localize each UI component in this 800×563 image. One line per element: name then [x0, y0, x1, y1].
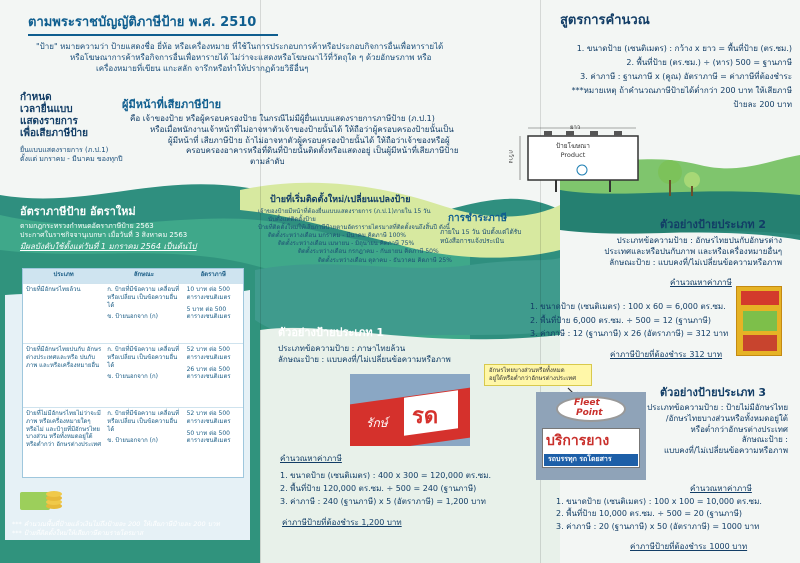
desc-a: ก. ป้ายที่มีข้อความ เคลื่อนที่ หรือเปลี่ยน เป็นข้อความอื่นได้ — [107, 410, 180, 433]
ex3-sign-sub-text: รถบรรทุก รถโดยสาร — [548, 455, 612, 463]
rate-effective: มีผลบังคับใช้ตั้งแต่วันที่ 1 มกราคม 2564 เป็นต้นไป — [20, 242, 197, 251]
fold-line-1 — [260, 0, 261, 563]
payment-line-1: ภายใน 15 วัน นับตั้งแต่ได้รับ — [440, 228, 522, 236]
ex2-calc-line-1: 1. ขนาดป้าย (เซนติเมตร) : 100 x 60 = 6,000 ตร.ซม. — [530, 302, 726, 311]
billboard-label — [556, 142, 590, 160]
ex3-heading: ตัวอย่างป้ายประเภท 3 — [660, 386, 767, 399]
new-sign-heading: ป้ายที่เริ่มติดตั้งใหม่/เปลี่ยนแปลงป้าย — [270, 195, 411, 205]
ex3-calc-heading: คำนวณหาค่าภาษี — [690, 484, 752, 493]
payment-text — [440, 228, 521, 246]
ex1-calc-line-2: 2. พื้นที่ป้าย 120,000 ตร.ซม. ÷ 500 = 240 (ฐานภาษี) — [280, 483, 477, 493]
table-header — [23, 269, 243, 283]
ex2-sign-banner — [741, 291, 779, 305]
new-sign-line-1: เจ้าของป้ายมีหน้าที่ต้องยื่นแบบแสดงรายการ (ภ.ป.1)ภายใน 15 วัน — [258, 208, 431, 215]
billboard-length-label: ยาว — [570, 124, 581, 131]
desc-b: ข. ป้ายนอกจาก (ก) — [107, 373, 158, 381]
ex3-line-3: หรือต่ำกว่าอักษรต่างประเทศ — [690, 424, 788, 434]
payer-text — [130, 114, 530, 168]
ex3-line-2: /อักษรไทยบางส่วนหรือทั้งหมดอยู่ใต้ — [665, 413, 788, 423]
payer-line-5: ตามลำดับ — [250, 157, 285, 167]
new-sign-line-3: ป้ายที่ติดตั้งใหม่ให้เสียภาษีป้ายตามอัตรารายไตรมาสที่ติดตั้งจนถึงสิ้นปี ดังนี้ — [258, 224, 450, 232]
ex2-line-3: ลักษณะป้าย : แบบคงที่/ไม่เปลี่ยนข้อความหรือภาพ — [609, 257, 782, 267]
footnotes — [12, 520, 220, 538]
formula-lines — [510, 42, 792, 112]
rate-a: 10 บาท ต่อ 500 ตารางเซนติเมตร — [186, 286, 231, 301]
rate-a: 52 บาท ต่อ 500 ตารางเซนติเมตร — [186, 346, 231, 361]
billboard-width-label: กว้าง — [507, 150, 515, 164]
payer-line-3: ผู้มีหน้าที่ เสียภาษีป้าย ถ้าไม่อาจหาตัวผู้ครอบครองป้ายนั้นได้ ให้ถือว่าเจ้าของหรือผู้ — [168, 135, 450, 145]
table-cell-rate — [184, 408, 243, 477]
deadline-heading — [20, 92, 88, 140]
table-cell-rate — [184, 284, 243, 343]
formula-line-3: 3. ค่าภาษี : ฐานภาษี x (คูณ) อัตราภาษี = ค่าภาษีที่ต้องชำระ — [580, 72, 792, 81]
ex1-heading: ตัวอย่างป้ายประเภท 1 — [278, 326, 385, 339]
table-cell-type: ป้ายที่ไม่มีอักษรไทยไม่ว่าจะมีภาพ หรือเครื่องหมายใดๆ หรือไม่ และป้ายที่มีอักษรไทยบางส่วน หรือทั้งหมดอยู่ใต้หรือต่ำกว่า อักษรต่างประเทศ — [26, 410, 102, 449]
act-title: ตามพระราชบัญญัติภาษีป้าย พ.ศ. 2510 — [28, 15, 257, 30]
deadline-heading-line-4: เพื่อเสียภาษีป้าย — [20, 128, 89, 139]
rate-table — [22, 268, 244, 478]
ex1-calc-heading: คำนวณหาค่าภาษี — [280, 454, 342, 463]
ex2-sign-pic2 — [743, 335, 777, 351]
ex2-calc-heading: คำนวณหาค่าภาษี — [670, 278, 732, 287]
footnote-1: *** คำนวณพื้นที่ป้ายแล้วเงินไม่ถึงป้ายละ 200 ให้เสียภาษีป้ายละ 200 บาท — [12, 520, 220, 528]
table-header-desc: ลักษณะ — [133, 271, 154, 278]
new-sign-line-2: นับตั้งแต่ติดตั้งป้าย — [268, 216, 316, 224]
ex2-sign-photo — [736, 286, 782, 356]
rate-b: 5 บาท ต่อ 500 ตารางเซนติเมตร — [186, 305, 231, 321]
ex1-sign-script: รักษ์ — [366, 416, 388, 430]
ex1-sign-photo — [350, 374, 470, 446]
ex3-note-line-1: อักษรไทยบางส่วนหรือทั้งหมด — [489, 367, 565, 374]
desc-b: ข. ป้ายนอกจาก (ก) — [107, 313, 158, 321]
rate-b: 26 บาท ต่อ 500 ตารางเซนติเมตร — [186, 365, 231, 381]
ex3-line-5: แบบคงที่/ไม่เปลี่ยนข้อความหรือภาพ — [663, 446, 788, 456]
formula-line-1: 1. ขนาดป้าย (เซนติเมตร) : กว้าง x ยาว = พื้นที่ป้าย (ตร.ซม.) — [576, 44, 792, 53]
ex2-calc-line-2: 2. พื้นที่ป้าย 6,000 ตร.ซม. ÷ 500 = 12 (ฐานภาษี) — [530, 315, 711, 325]
table-cell-type: ป้ายที่มีอักษรไทยปนกับ อักษรต่างประเทศและหรือ ปนกับภาพ และหรือเครื่องหมายอื่น — [26, 346, 102, 369]
new-sign-line-7: ติดตั้งระหว่างเดือน ตุลาคม - ธันวาคม คิดภาษี 25% — [318, 256, 452, 264]
deadline-sub-line-2: ตั้งแต่ มกราคม - มีนาคม ของทุกปี — [20, 155, 123, 164]
definition-text — [36, 42, 506, 74]
rate-text-line-2: ประกาศในราชกิจจานุเบกษา เมื่อวันที่ 3 สิงหาคม 2563 — [20, 231, 188, 240]
ex1-desc — [278, 344, 451, 366]
payment-heading: การชำระภาษี — [448, 213, 507, 224]
ex3-calc-line-1: 1. ขนาดป้าย (เซนติเมตร) : 100 x 100 = 10,000 ตร.ซม. — [556, 497, 762, 506]
table-row — [23, 283, 243, 343]
ex1-total: ค่าภาษีป้ายที่ต้องชำระ 1,200 บาท — [282, 518, 402, 527]
rate-a: 52 บาท ต่อ 500 ตารางเซนติเมตร — [186, 410, 231, 425]
formula-line-5: ป้ายละ 200 บาท — [733, 100, 792, 109]
table-cell-desc — [104, 284, 183, 343]
coin-stack-icon — [18, 478, 64, 514]
payer-line-2: หรือเมื่อพนักงานเจ้าหน้าที่ไม่อาจหาตัวเจ้าของป้ายนั้นได้ ให้ถือว่าผู้ครอบครองป้ายนั้นเป็น — [150, 124, 454, 134]
table-header-rate: อัตราภาษี — [200, 271, 226, 278]
ex3-note-box — [484, 364, 592, 386]
payer-heading: ผู้มีหน้าที่เสียภาษีป้าย — [122, 98, 222, 111]
table-row — [23, 343, 243, 407]
table-row — [23, 407, 243, 477]
ex2-total: ค่าภาษีป้ายที่ต้องชำระ 312 บาท — [610, 350, 723, 359]
new-sign-line-6: ติดตั้งระหว่างเดือน กรกฎาคม - กันยายน คิดภาษี 50% — [298, 248, 439, 256]
ex3-sign-brand-1: Fleet — [574, 398, 600, 408]
formula-heading: สูตรการคำนวณ — [560, 13, 650, 28]
rate-b: 50 บาท ต่อ 500 ตารางเซนติเมตร — [186, 429, 231, 445]
ex3-sign-photo — [536, 392, 646, 480]
ex3-sign-brand-2: Point — [576, 408, 603, 418]
ex1-line-2: ลักษณะป้าย : แบบคงที่/ไม่เปลี่ยนข้อความหรือภาพ — [278, 354, 451, 364]
definition-line-3: เครื่องหมายที่เขียน แกะสลัก จารึกหรือทำให้ปรากฏด้วยวิธีอื่นๆ — [96, 63, 309, 73]
ex2-sign-pic — [743, 311, 777, 331]
ex3-calc-line-2: 2. พื้นที่ป้าย 10,000 ตร.ซม. ÷ 500 = 20 (ฐานภาษี) — [556, 509, 743, 519]
desc-b: ข. ป้ายนอกจาก (ก) — [107, 437, 158, 445]
table-cell-desc — [104, 344, 183, 407]
payment-line-2: หนังสือการแจ้งประเมิน — [440, 236, 505, 245]
payer-line-1: คือ เจ้าของป้าย หรือผู้ครอบครองป้าย ในกรณีไม่มีผู้ยื่นแบบแสดงรายการภาษีป้าย (ภ.ป.1) — [130, 114, 435, 123]
desc-a: ก. ป้ายที่มีข้อความ เคลื่อนที่ หรือเปลี่ยน เป็นข้อความอื่นได้ — [107, 286, 180, 309]
desc-a: ก. ป้ายที่มีข้อความ เคลื่อนที่ หรือเปลี่ยน เป็นข้อความอื่นได้ — [107, 346, 180, 369]
ex2-desc — [596, 236, 782, 268]
ex3-line-4: ลักษณะป้าย : — [741, 435, 788, 445]
new-sign-line-5: ติดตั้งระหว่างเดือน เมษายน - มิถุนายน คิดภาษี 75% — [278, 240, 415, 248]
ex2-calc — [530, 300, 728, 341]
table-cell-rate — [184, 344, 243, 407]
rate-heading: อัตราภาษีป้าย อัตราใหม่ — [20, 205, 136, 218]
billboard-label-line-1: ป้ายโฆษณา — [556, 142, 590, 150]
ex1-calc-line-1: 1. ขนาดป้าย (เซนติเมตร) : 400 x 300 = 120,000 ตร.ซม. — [280, 471, 492, 480]
deadline-heading-line-2: เวลายื่นแบบ — [20, 104, 73, 115]
ex2-calc-line-3: 3. ค่าภาษี : 12 (ฐานภาษี) x 26 (อัตราภาษี) = 312 บาท — [530, 329, 729, 339]
ex2-line-1: ประเภทข้อความป้าย : อักษรไทยปนกับอักษรต่าง — [616, 236, 782, 245]
title-underline — [28, 34, 278, 36]
table-cell-type: ป้ายที่มีอักษรไทยล้วน — [26, 286, 81, 293]
deadline-heading-line-1: กำหนด — [20, 92, 52, 103]
ex3-total: ค่าภาษีป้ายที่ต้องชำระ 1000 บาท — [630, 542, 748, 551]
definition-line-2: หรือโฆษณาการค้าหรือกิจการอื่นเพื่อหารายได้ ไม่ว่าจะแสดงหรือโฆษณาไว้ที่วัตถุใด ๆ ด้วยอักษรภาพ หรือ — [70, 52, 432, 62]
rate-text — [20, 222, 187, 241]
ex1-calc-line-3: 3. ค่าภาษี : 240 (ฐานภาษี) x 5 (อัตราภาษี) = 1,200 บาท — [280, 496, 486, 506]
rate-text-line-1: ตามกฎกระทรวงกำหนดอัตราภาษีป้าย 2563 — [20, 222, 154, 230]
ex1-sign-text: รด — [412, 403, 439, 429]
deadline-heading-line-3: แสดงรายการ — [20, 116, 78, 127]
table-cell-desc — [104, 408, 183, 477]
ex2-heading: ตัวอย่างป้ายประเภท 2 — [660, 218, 767, 231]
deadline-sub — [20, 146, 123, 165]
table-header-type: ประเภท — [53, 271, 74, 278]
deadline-sub-line-1: ยื่นแบบแสดงรายการ (ภ.ป.1) — [20, 146, 109, 154]
formula-line-4: ***หมายเหตุ ถ้าคำนวณภาษีป้ายได้ต่ำกว่า 200 บาท ให้เสียภาษี — [571, 86, 792, 95]
formula-line-2: 2. พื้นที่ป้าย (ตร.ซม.) ÷ (หาร) 500 = ฐานภาษี — [626, 58, 792, 67]
ex2-line-2: ประเทศและหรือปนกับภาพ และหรือเครื่องหมายอื่นๆ — [604, 246, 782, 256]
new-sign-line-4: ติดตั้งระหว่างเดือน มกราคม - มีนาคม คิดภาษี 100% — [268, 232, 406, 240]
ex1-calc — [280, 470, 491, 508]
ex1-line-1: ประเภทข้อความป้าย : ภาษาไทยล้วน — [278, 344, 406, 353]
footnote-2: *** ป้ายที่ติดตั้งใหม่ให้เสียภาษีตามรายไตรมาส — [12, 528, 143, 537]
ex3-calc — [556, 496, 762, 533]
payer-line-4: ครอบครองอาคารหรือที่ดินที่ป้ายนั้นติดตั้งหรือแสดงอยู่ เป็นผู้มีหน้าที่เสียภาษีป้าย — [186, 146, 459, 156]
ex3-line-1: ประเภทข้อความป้าย : ป้ายไม่มีอักษรไทย — [647, 403, 788, 412]
ex3-calc-line-3: 3. ค่าภาษี : 20 (ฐานภาษี) x 50 (อัตราภาษี) = 1000 บาท — [556, 521, 760, 531]
ex3-sign-main-text: บริการยาง — [546, 433, 610, 449]
definition-line-1: "ป้าย" หมายความว่า ป้ายแสดงชื่อ ยี่ห้อ หรือเครื่องหมาย ที่ใช้ในการประกอบการค้าหรือประกอบกิจการอื่นเพื่อหารายได้ — [36, 42, 444, 51]
tree-icons — [650, 150, 710, 200]
ex3-desc — [640, 403, 788, 457]
billboard-label-line-2: Product — [560, 150, 586, 159]
ex3-note-line-2: อยู่ใต้หรือต่ำกว่าอักษรต่างประเทศ — [489, 374, 577, 382]
